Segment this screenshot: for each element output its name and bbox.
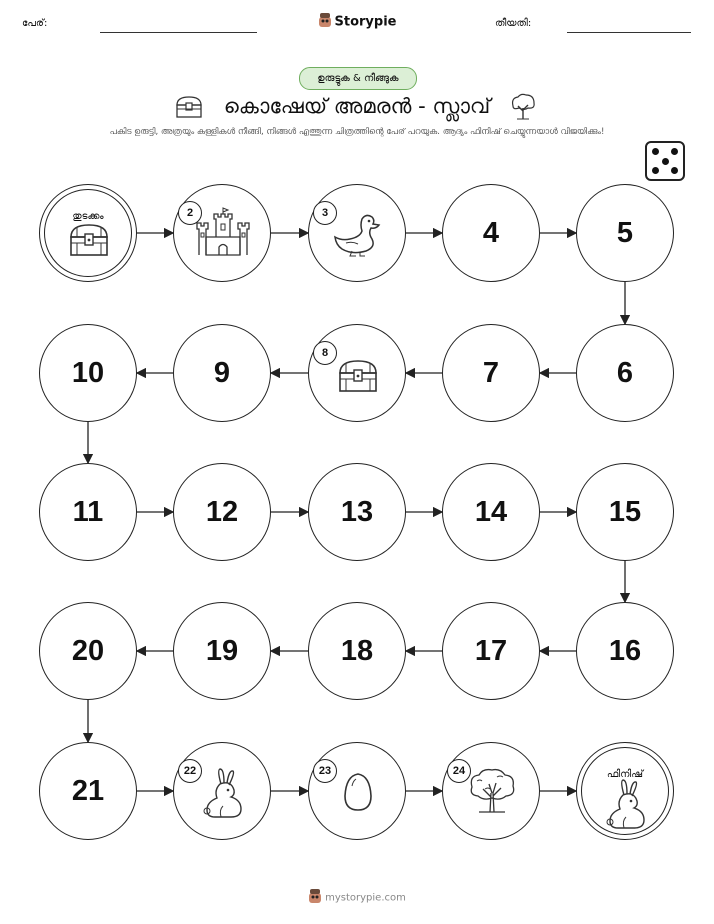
cell-number-badge: 22 [178, 759, 202, 783]
footer-site[interactable]: mystorypie.com [325, 892, 406, 904]
board-cell-2 [173, 184, 271, 282]
page-title: കൊഷേയ് അമരൻ - സ്ലാവ് [223, 94, 491, 118]
board-cell-14 [442, 463, 540, 561]
board-cell-6 [576, 324, 674, 422]
finish-label: ഫിനിഷ് [606, 769, 644, 780]
board-cell-13 [308, 463, 406, 561]
cell-number: 14 [474, 495, 508, 528]
game-tag: ഉരുട്ടുക & നീങ്ങുക [299, 67, 417, 90]
date-label: തീയതി: [495, 18, 532, 29]
board-cell-9 [173, 324, 271, 422]
board-cell-15 [576, 463, 674, 561]
cell-number: 7 [482, 356, 500, 389]
board-cell-12 [173, 463, 271, 561]
cell-number-badge: 2 [178, 201, 202, 225]
board-cell-4 [442, 184, 540, 282]
cell-number: 16 [608, 634, 642, 667]
instructions: പകിട ഉരുട്ടി, അത്രയും കള്ളികൾ നീങ്ങി, നിങ്ങൾ എത്തുന്ന ചിത്രത്തിന്റെ പേര് പറയുക. ആദ്യം ഫിനിഷ് ചെയ്യുന്നയാൾ വിജയിക്കും! [109, 127, 605, 137]
board-cell-19 [173, 602, 271, 700]
name-label: പേര്: [22, 18, 48, 29]
cell-number: 15 [608, 495, 642, 528]
board-cell-10 [39, 324, 137, 422]
storypie-logo-icon [308, 888, 322, 907]
finish-cell [576, 742, 674, 840]
cell-number: 21 [71, 774, 105, 807]
board-cell-22 [173, 742, 271, 840]
cell-number: 20 [71, 634, 105, 667]
cell-number-badge: 23 [313, 759, 337, 783]
board-cell-5 [576, 184, 674, 282]
board-cell-24 [442, 742, 540, 840]
cell-number: 6 [616, 356, 634, 389]
board-cell-18 [308, 602, 406, 700]
board-cell-23 [308, 742, 406, 840]
cell-number: 13 [340, 495, 374, 528]
cell-number: 4 [482, 216, 500, 249]
board-cell-17 [442, 602, 540, 700]
cell-number-badge: 3 [313, 201, 337, 225]
cell-number-badge: 24 [447, 759, 471, 783]
cell-number: 19 [205, 634, 239, 667]
cell-number: 5 [616, 216, 634, 249]
board-cell-7 [442, 324, 540, 422]
board-cell-11 [39, 463, 137, 561]
cell-number: 18 [340, 634, 374, 667]
start-label: തുടക്കം [72, 211, 104, 222]
cell-number: 10 [71, 356, 105, 389]
start-cell [39, 184, 137, 282]
board-cell-16 [576, 602, 674, 700]
footer [0, 888, 714, 907]
board-cell-21 [39, 742, 137, 840]
cell-number: 17 [474, 634, 508, 667]
board-cell-8 [308, 324, 406, 422]
cell-number: 11 [72, 495, 104, 528]
cell-number: 9 [213, 356, 231, 389]
board-cell-3 [308, 184, 406, 282]
cell-number: 12 [205, 495, 239, 528]
cell-number-badge: 8 [313, 341, 337, 365]
brand-name: Storypie [334, 14, 397, 30]
board-cell-20 [39, 602, 137, 700]
